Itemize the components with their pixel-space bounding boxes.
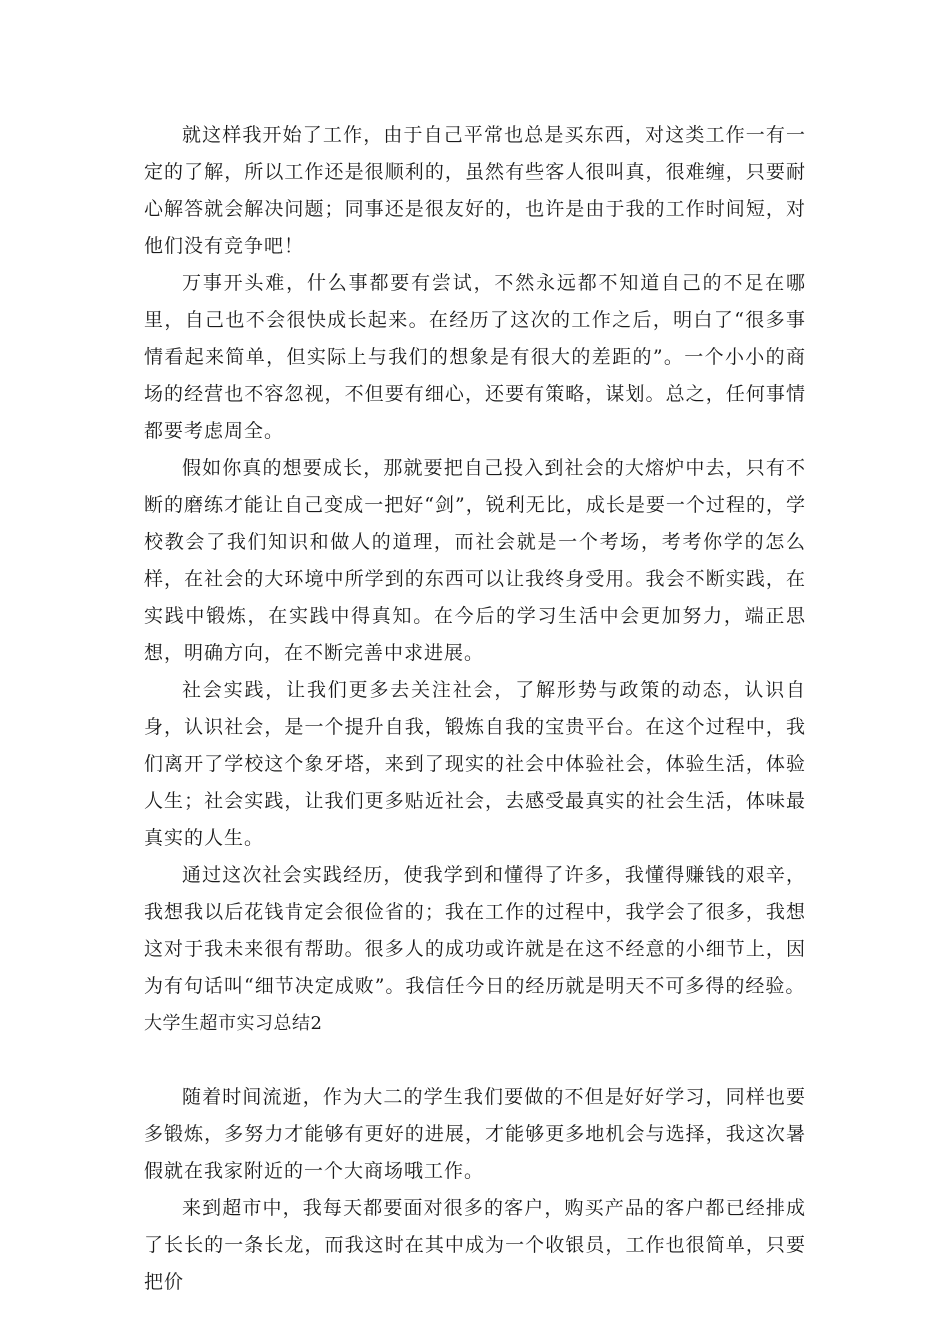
section-spacer [144,1042,806,1079]
paragraph: 来到超市中，我每天都要面对很多的客户，购买产品的客户都已经排成了长长的一条长龙，而我这时在其中成为一个收银员，工作也很简单，只要把价 [144,1197,806,1293]
paragraph: 万事开头难，什么事都要有尝试，不然永远都不知道自己的不足在哪里，自己也不会很快成长起来。在经历了这次的工作之后，明白了“很多事情看起来简单，但实际上与我们的想象是有很大的差距的”。一个小小的商场的经营也不容忽视，不但要有细心，还要有策略，谋划。总之，任何事情都要考虑周全。 [144,272,806,442]
paragraph: 假如你真的想要成长，那就要把自己投入到社会的大熔炉中去，只有不断的磨练才能让自己变成一把好“剑”，锐利无比，成长是要一个过程的，学校教会了我们知识和做人的道理，而社会就是一个考场，考考你学的怎么样，在社会的大环境中所学到的东西可以让我终身受用。我会不断实践，在实践中锻炼，在实践中得真知。在今后的学习生活中会更加努力，端正思想，明确方向，在不断完善中求进展。 [144,457,806,664]
section-title: 大学生超市实习总结2 [144,1013,323,1034]
paragraph: 通过这次社会实践经历，使我学到和懂得了许多，我懂得赚钱的艰辛，我想我以后花钱肯定会很俭省的；我在工作的过程中，我学会了很多，我想这对于我未来很有帮助。很多人的成功或许就是在这不经意的小细节上，因为有句话叫“细节决定成败”。我信任今日的经历就是明天不可多得的经验。 [144,864,806,997]
paragraph: 随着时间流逝，作为大二的学生我们要做的不但是好好学习，同样也要多锻炼，多努力才能够有更好的进展，才能够更多地机会与选择，我这次暑假就在我家附近的一个大商场哦工作。 [144,1086,806,1182]
paragraph: 就这样我开始了工作，由于自己平常也总是买东西，对这类工作一有一定的了解，所以工作还是很顺利的，虽然有些客人很叫真，很难缠，只要耐心解答就会解决问题；同事还是很友好的，也许是由于我的工作时间短，对他们没有竞争吧！ [144,124,806,257]
paragraph: 社会实践，让我们更多去关注社会，了解形势与政策的动态，认识自身，认识社会，是一个提升自我，锻炼自我的宝贵平台。在这个过程中，我们离开了学校这个象牙塔，来到了现实的社会中体验社会，体验生活，体验人生；社会实践，让我们更多贴近社会，去感受最真实的社会生活，体味最真实的人生。 [144,679,806,849]
